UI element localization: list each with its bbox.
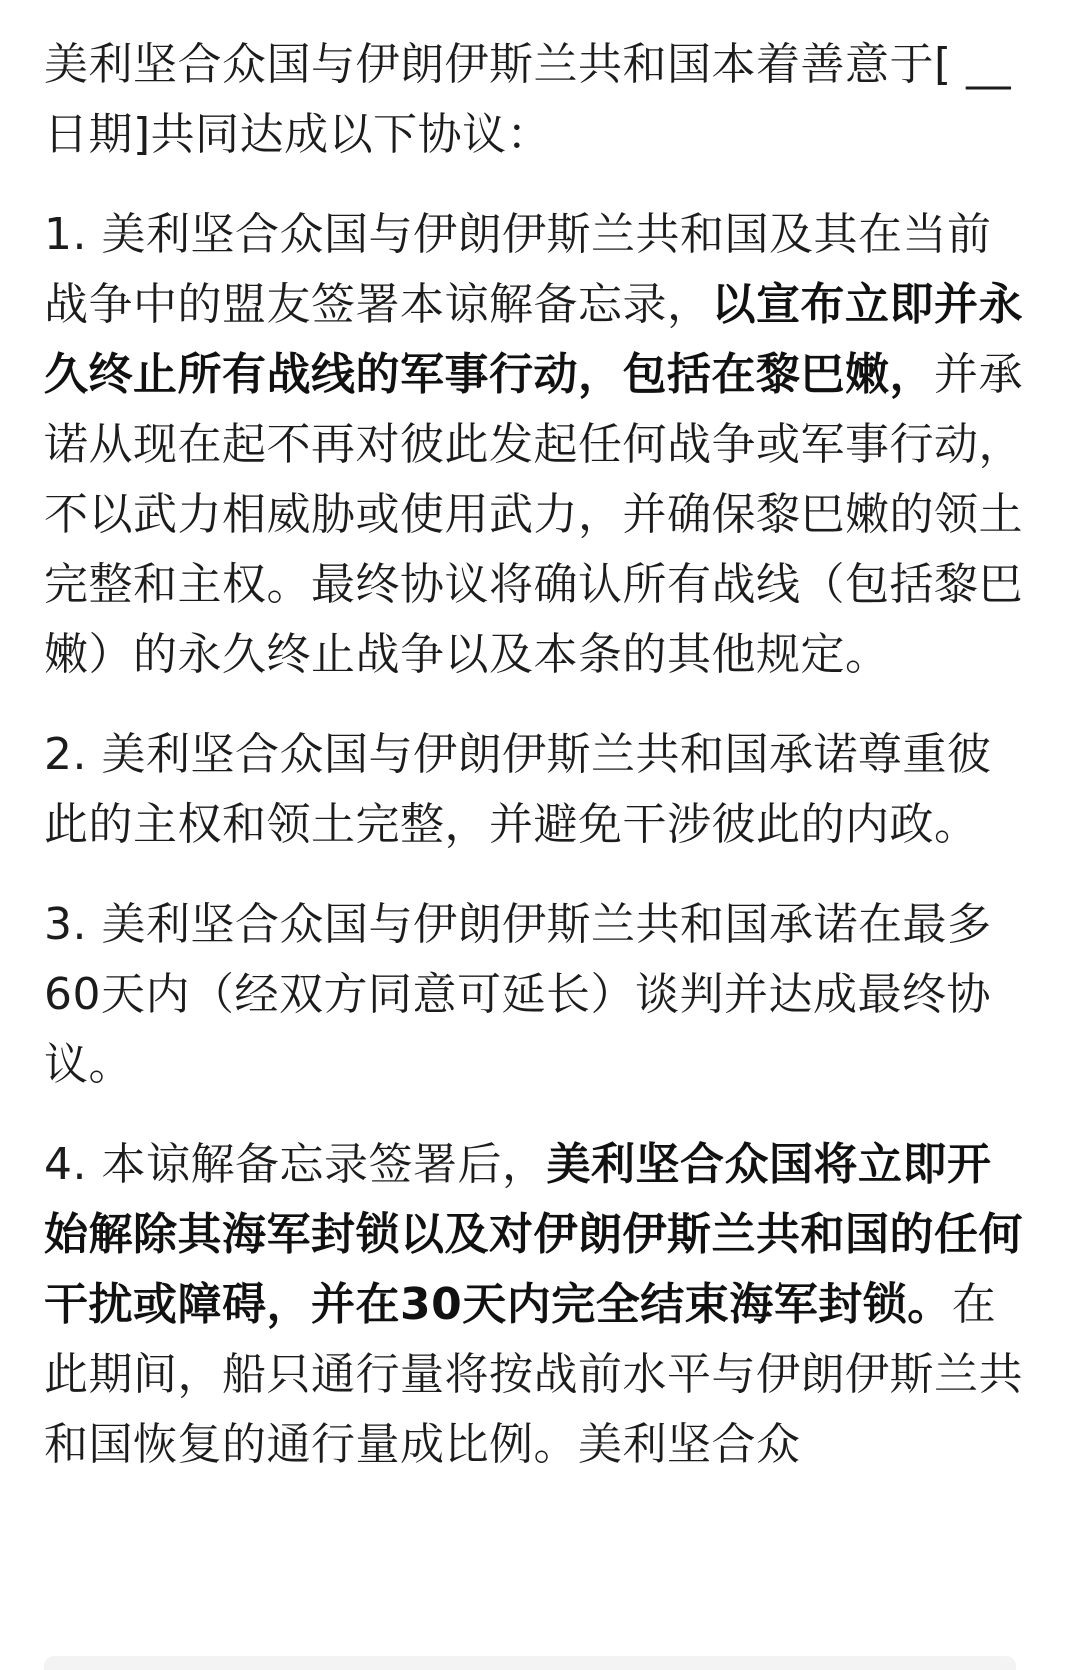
article-1-text-c: 并承诺从现在起不再对彼此发起任何战争或军事行动，不以武力相威胁或使用武力，并确保黎巴嫩的领土完整和主权。最终协议将确认所有战线（包括黎巴嫩）的永久终止战争以及本条的其他规定。: [44, 349, 1023, 680]
article-2: 2. 美利坚合众国与伊朗伊斯兰共和国承诺尊重彼此的主权和领土完整，并避免干涉彼此的内政。: [44, 729, 992, 850]
article-4: [44, 1130, 1034, 1480]
article-4-text-c: 在此期间，船只通行量将按战前水平与伊朗伊斯兰共和国恢复的通行量成比例。美利坚合众: [44, 1279, 1023, 1470]
intro-paragraph: 美利坚合众国与伊朗伊斯兰共和国本着善意于[ __ 日期]共同达成以下协议：: [44, 39, 1012, 160]
document-body: [44, 30, 1034, 1510]
article-3: 3. 美利坚合众国与伊朗伊斯兰共和国承诺在最多60天内（经双方同意可延长）谈判并达成最终协议。: [44, 899, 992, 1090]
article-1: [44, 200, 1034, 690]
article-1-text-a: 1. 美利坚合众国与伊朗伊斯兰共和国及其在当前战争中的盟友签署本谅解备忘录，: [44, 209, 992, 330]
bottom-sheet-edge: [44, 1656, 1016, 1670]
article-4-text-a: 4. 本谅解备忘录签署后，: [44, 1139, 547, 1190]
article-4-bold-text: 美利坚合众国将立即开始解除其海军封锁以及对伊朗伊斯兰共和国的任何干扰或障碍，并在30天内完全结束海军封锁。: [44, 1139, 1023, 1330]
article-1-bold-text: 以宣布立即并永久终止所有战线的军事行动，包括在黎巴嫩，: [44, 279, 1023, 400]
